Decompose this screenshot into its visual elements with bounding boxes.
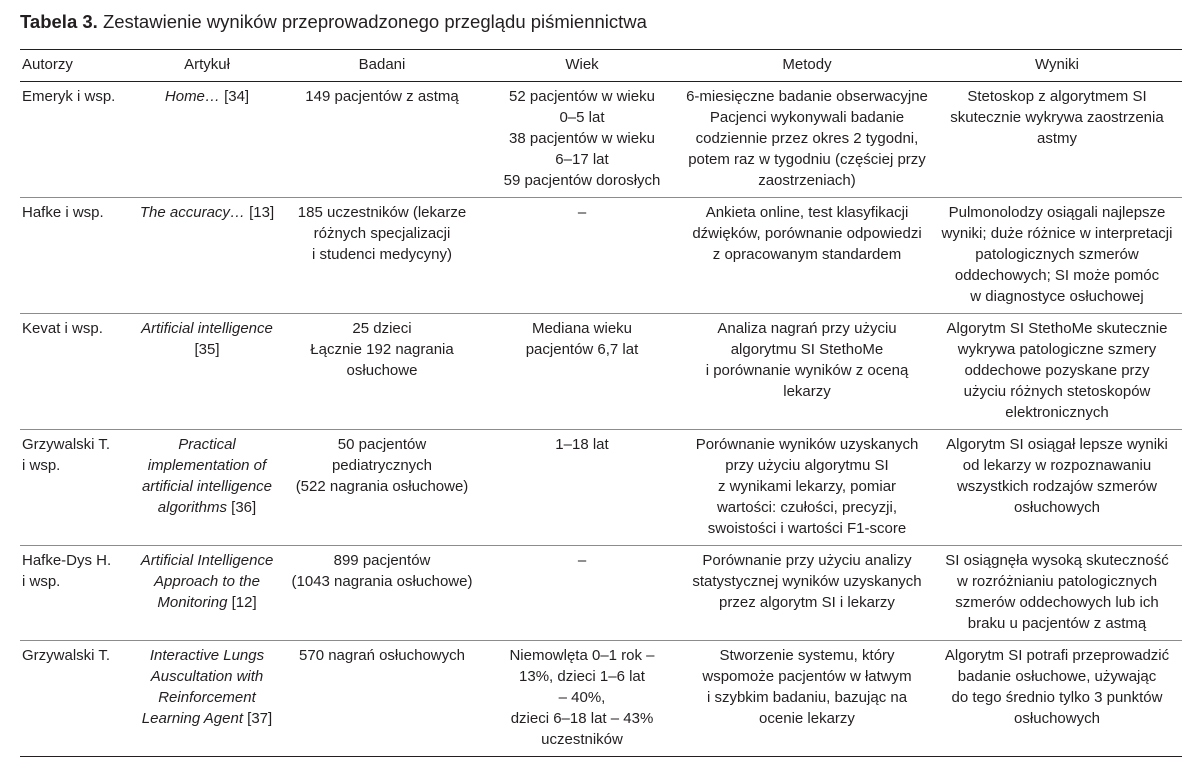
cell-artykul [132, 198, 282, 314]
cell-artykul [132, 82, 282, 198]
article-title: Learning Agent [141, 710, 243, 727]
cell-wyniki-line: w rozróżnianiu patologicznych [956, 573, 1158, 590]
cell-wyniki [932, 430, 1182, 546]
header-artykul: Artykuł [132, 50, 282, 82]
cell-metody-line: codziennie przez okres 2 tygodni, [695, 130, 919, 147]
cell-badani [282, 546, 482, 641]
cell-wyniki [932, 641, 1182, 757]
review-table [20, 49, 1182, 757]
cell-metody [682, 314, 932, 430]
cell-wyniki-line: oddechowych; SI może pomóc [954, 267, 1160, 284]
cell-wiek [482, 198, 682, 314]
cell-metody-line: i porównanie wyników z oceną [705, 362, 909, 379]
cell-wiek [482, 430, 682, 546]
cell-metody-line: algorytmu SI StethoMe [730, 341, 884, 358]
cell-badani [282, 198, 482, 314]
cell-wyniki-line: patologicznych szmerów [975, 246, 1139, 263]
header-autorzy: Autorzy [20, 50, 132, 82]
header-wiek: Wiek [482, 50, 682, 82]
table-row [20, 198, 1182, 314]
cell-badani-line: (1043 nagrania osłuchowe) [291, 573, 473, 590]
cell-badani-line: osłuchowe [346, 362, 418, 379]
article-title-line [132, 202, 282, 223]
cell-wyniki-line: do tego średnio tylko 3 punktów [951, 689, 1163, 706]
cell-metody-line: Pacjenci wykonywali badanie [709, 109, 905, 126]
table-caption-text: Zestawienie wyników przeprowadzonego przeglądu piśmiennictwa [102, 11, 647, 32]
table-row [20, 546, 1182, 641]
article-title-line: Artificial Intelligence [140, 552, 274, 569]
cell-badani-line: 25 dzieci [352, 320, 412, 337]
article-reference: [35] [194, 341, 220, 358]
cell-metody-line: z wynikami lekarzy, pomiar [717, 478, 897, 495]
table-row [20, 314, 1182, 430]
cell-wyniki-line: wykrywa patologiczne szmery [957, 341, 1157, 358]
cell-artykul [132, 546, 282, 641]
cell-badani-line: 149 pacjentów z astmą [305, 88, 459, 105]
cell-wyniki-line: w diagnostyce osłuchowej [970, 288, 1144, 305]
cell-wiek-line: 0–5 lat [559, 109, 605, 126]
table-row [20, 641, 1182, 757]
article-title-line: artificial intelligence [141, 478, 273, 495]
cell-metody [682, 546, 932, 641]
cell-metody [682, 641, 932, 757]
article-reference: [34] [224, 88, 250, 105]
cell-wyniki-line: Algorytm SI StethoMe skutecznie [946, 320, 1168, 337]
cell-wiek-line: – 40%, [558, 689, 606, 706]
cell-metody-line: swoistości i wartości F1-score [707, 520, 907, 537]
cell-badani [282, 430, 482, 546]
cell-metody-line: dźwięków, porównanie odpowiedzi [692, 225, 922, 242]
cell-autorzy [20, 641, 132, 757]
cell-wyniki-line: astmy [1036, 130, 1077, 147]
cell-autorzy-line: Grzywalski T. [22, 647, 111, 664]
cell-metody-line: Porównanie wyników uzyskanych [695, 436, 919, 453]
table-caption [20, 10, 647, 34]
cell-wyniki-line: badanie osłuchowe, używając [957, 668, 1157, 685]
cell-badani [282, 641, 482, 757]
table-caption-label: Tabela 3. [20, 11, 98, 32]
article-title-line [132, 497, 282, 518]
cell-autorzy-line: Grzywalski T. [22, 436, 111, 453]
cell-artykul [132, 314, 282, 430]
article-title: Artificial intelligence [141, 320, 273, 337]
cell-wiek [482, 82, 682, 198]
cell-wyniki [932, 82, 1182, 198]
cell-wiek [482, 546, 682, 641]
cell-wyniki-line: Algorytm SI potrafi przeprowadzić [944, 647, 1170, 664]
cell-metody [682, 430, 932, 546]
cell-autorzy-line: i wsp. [22, 457, 61, 474]
cell-wiek-line: 52 pacjentów w wieku [509, 88, 655, 105]
cell-badani-line: 570 nagrań osłuchowych [299, 647, 465, 664]
cell-badani [282, 314, 482, 430]
cell-wyniki-line: wyniki; duże różnice w interpretacji [941, 225, 1173, 242]
article-title: The accuracy… [139, 204, 245, 221]
cell-wyniki-line: elektronicznych [1005, 404, 1109, 421]
cell-autorzy-line: Hafke-Dys H. [22, 552, 112, 569]
cell-badani-line: i studenci medycyny) [311, 246, 453, 263]
table-row [20, 430, 1182, 546]
cell-metody-line: Analiza nagrań przy użyciu [717, 320, 897, 337]
article-title-line [132, 708, 282, 729]
cell-wiek-line: 59 pacjentów dorosłych [503, 172, 661, 189]
cell-wyniki-line: oddechowe pozyskane przy [964, 362, 1150, 379]
cell-wiek [482, 314, 682, 430]
cell-artykul [132, 430, 282, 546]
cell-metody-line: 6-miesięczne badanie obserwacyjne [686, 88, 928, 105]
cell-badani-line: 899 pacjentów [333, 552, 431, 569]
article-title-line [132, 86, 282, 107]
cell-wiek-line: Mediana wieku [531, 320, 633, 337]
cell-wiek-line: 6–17 lat [555, 151, 609, 168]
article-title-line [132, 318, 282, 360]
article-title: Monitoring [157, 594, 228, 611]
cell-metody-line: Porównanie przy użyciu analizy [702, 552, 912, 569]
cell-wiek-line: 38 pacjentów w wieku [509, 130, 655, 147]
cell-wyniki-line: od lekarzy w rozpoznawaniu [962, 457, 1152, 474]
article-title-line: Approach to the [154, 573, 260, 590]
cell-wyniki-line: wszystkich rodzajów szmerów [956, 478, 1158, 495]
cell-autorzy [20, 314, 132, 430]
cell-autorzy [20, 430, 132, 546]
cell-metody-line: Stworzenie systemu, który [719, 647, 895, 664]
article-title-line [132, 592, 282, 613]
cell-wyniki [932, 546, 1182, 641]
cell-badani-line: 50 pacjentów [337, 436, 427, 453]
cell-metody-line: przez algorytm SI i lekarzy [719, 594, 895, 611]
cell-wyniki-line: Stetoskop z algorytmem SI [967, 88, 1147, 105]
cell-metody-line: lekarzy [783, 383, 831, 400]
cell-wiek-line: Niemowlęta 0–1 rok – [509, 647, 655, 664]
cell-wiek-line: 1–18 lat [555, 436, 609, 453]
cell-badani-line: Łącznie 192 nagrania [310, 341, 454, 358]
table-row [20, 82, 1182, 198]
cell-metody [682, 198, 932, 314]
cell-wiek-line: 13%, dzieci 1–6 lat [519, 668, 645, 685]
cell-wyniki-line: Pulmonolodzy osiągali najlepsze [948, 204, 1166, 221]
cell-wyniki-line: osłuchowych [1014, 710, 1100, 727]
cell-wyniki [932, 314, 1182, 430]
cell-autorzy [20, 82, 132, 198]
cell-metody-line: Ankieta online, test klasyfikacji [705, 204, 909, 221]
cell-autorzy-line: Emeryk i wsp. [22, 88, 116, 105]
cell-wiek-line: – [577, 552, 587, 569]
article-title-line: Practical [178, 436, 236, 453]
cell-wiek-line: pacjentów 6,7 lat [525, 341, 639, 358]
cell-wyniki-line: skutecznie wykrywa zaostrzenia [950, 109, 1164, 126]
cell-badani [282, 82, 482, 198]
cell-metody-line: zaostrzeniach) [758, 172, 856, 189]
cell-metody-line: wspomoże pacjentów w łatwym [702, 668, 912, 685]
article-reference: [12] [231, 594, 257, 611]
cell-wyniki-line: Algorytm SI osiągał lepsze wyniki [946, 436, 1168, 453]
cell-badani-line: 185 uczestników (lekarze [297, 204, 467, 221]
cell-wyniki-line: szmerów oddechowych lub ich [955, 594, 1159, 611]
cell-metody-line: wartości: czułości, precyzji, [716, 499, 898, 516]
cell-wiek-line: uczestników [541, 731, 623, 748]
cell-metody-line: potem raz w tygodniu (częściej przy [688, 151, 926, 168]
table-header-row [20, 50, 1182, 82]
header-wyniki: Wyniki [932, 50, 1182, 82]
article-title-line: implementation of [147, 457, 267, 474]
cell-metody-line: przy użyciu algorytmu SI [725, 457, 889, 474]
cell-autorzy [20, 198, 132, 314]
cell-badani-line: różnych specjalizacji [313, 225, 451, 242]
cell-wyniki-line: osłuchowych [1014, 499, 1100, 516]
header-badani: Badani [282, 50, 482, 82]
cell-autorzy-line: i wsp. [22, 573, 61, 590]
cell-wyniki-line: użyciu różnych stetoskopów [963, 383, 1151, 400]
article-reference: [37] [247, 710, 273, 727]
cell-badani-line: (522 nagrania osłuchowe) [295, 478, 469, 495]
cell-wiek [482, 641, 682, 757]
cell-metody [682, 82, 932, 198]
cell-wyniki [932, 198, 1182, 314]
article-reference: [36] [231, 499, 257, 516]
article-title-line: Auscultation with [150, 668, 264, 685]
cell-metody-line: statystycznej wyników uzyskanych [692, 573, 922, 590]
article-title: Home… [164, 88, 220, 105]
article-title: algorithms [157, 499, 227, 516]
cell-autorzy-line: Kevat i wsp. [22, 320, 103, 337]
header-metody: Metody [682, 50, 932, 82]
cell-metody-line: z opracowanym standardem [712, 246, 902, 263]
cell-artykul [132, 641, 282, 757]
article-reference: [13] [249, 204, 275, 221]
cell-wyniki-line: braku u pacjentów z astmą [967, 615, 1147, 632]
cell-wiek-line: – [577, 204, 587, 221]
cell-metody-line: ocenie lekarzy [759, 710, 855, 727]
cell-metody-line: i szybkim badaniu, bazując na [706, 689, 908, 706]
cell-wiek-line: dzieci 6–18 lat – 43% [510, 710, 654, 727]
article-title-line: Reinforcement [158, 689, 256, 706]
article-title-line: Interactive Lungs [149, 647, 265, 664]
cell-autorzy [20, 546, 132, 641]
cell-wyniki-line: SI osiągnęła wysoką skuteczność [945, 552, 1169, 569]
cell-badani-line: pediatrycznych [331, 457, 433, 474]
table-body [20, 82, 1182, 757]
cell-autorzy-line: Hafke i wsp. [22, 204, 104, 221]
